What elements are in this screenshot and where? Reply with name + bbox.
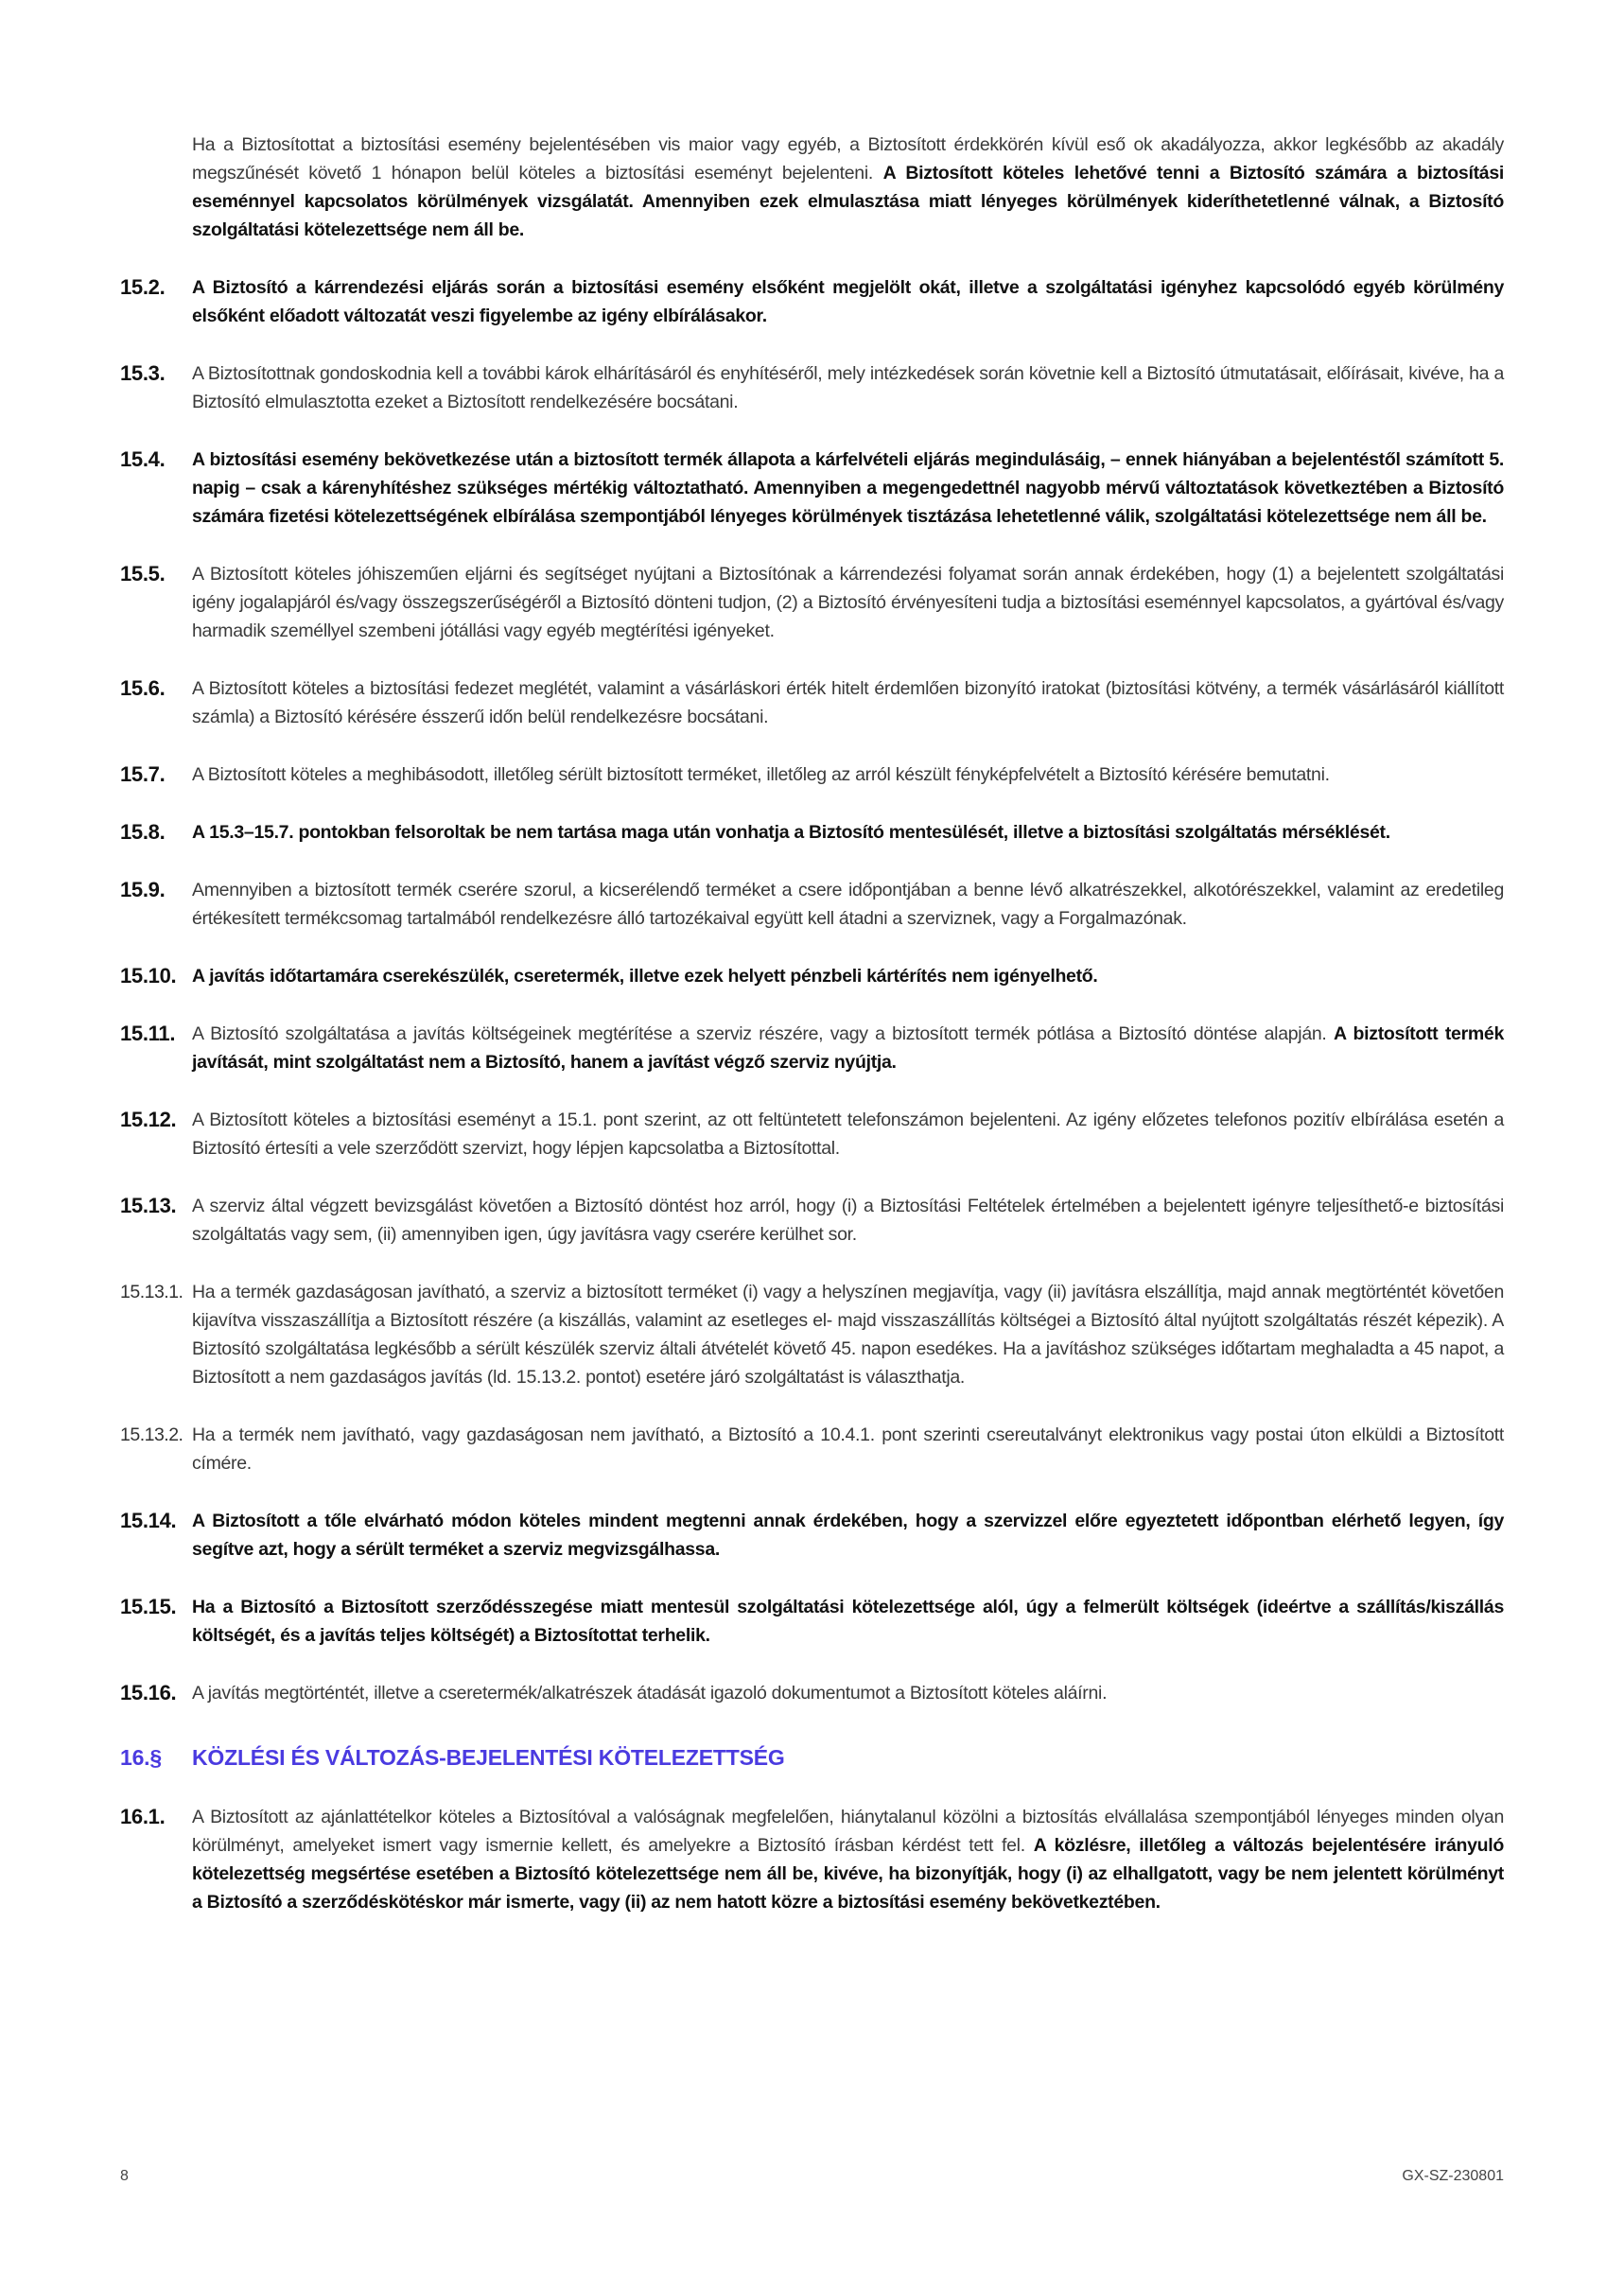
clause-text-regular: A Biztosító szolgáltatása a javítás költségeinek megtérítése a szerviz részére, vagy a biztosított termék pótlása a Biztosító döntése alapján.	[192, 1023, 1335, 1044]
intro-paragraph	[120, 131, 1504, 244]
clause-15-12	[120, 1106, 1504, 1162]
clause-number: 15.15.	[120, 1595, 177, 1618]
clause-text-regular: Ha a termék gazdaságosan javítható, a szerviz a biztosított terméket (i) vagy a helyszínen megjavítja, vagy (ii) javításra elszállítja, majd annak megtörténtét követően kijavítva visszaszállítja a Biztosított részére (a kiszállás, valamint az esetleges el- majd visszaszállítás költségei a Biztosító által nyújtott szolgáltatás részét képezik). A Biztosító szolgáltatása legkésőbb a sérült készülék szerviz általi átvételét követő 45. napon esedékes. Ha a javításhoz szükséges időtartam meghaladta a 45 napot, a Biztosított a nem gazdaságos javítás (ld. 15.13.2. pontot) esetére járó szolgáltatást is választhatja.	[192, 1282, 1504, 1388]
clause-number: 15.12.	[120, 1108, 177, 1131]
document-code: GX-SZ-230801	[1402, 2168, 1504, 2184]
clause-number: 15.14.	[120, 1509, 177, 1532]
clause-number: 16.1.	[120, 1805, 166, 1828]
intro-text-regular: Ha a Biztosítottat a biztosítási esemény bejelentésében vis maior vagy egyéb, a Biztosított érdekkörén kívül eső ok akadályozza, akkor legkésőbb az akadály megszűnését követő 1 hónapon belül köteles a biztosítási eseményt bejelenteni.	[192, 134, 1504, 184]
clause-text-regular: Amennyiben a biztosított termék cserére szorul, a kicserélendő terméket a csere időpontjában a benne lévő alkatrészekkel, alkotórészekkel, valamint az eredetileg értékesített termékcsomag tartalmából rendelkezésre álló tartozékaival együtt kell átadni a szerviznek, vagy a Forgalmazónak.	[192, 880, 1504, 929]
clause-15-6	[120, 674, 1504, 731]
clause-15-13-1	[120, 1278, 1504, 1391]
page-footer	[120, 2168, 1504, 2185]
clause-number: 15.7.	[120, 762, 166, 786]
clause-15-4	[120, 446, 1504, 531]
page-number: 8	[120, 2168, 129, 2184]
clause-text-bold: A biztosítási esemény bekövetkezése után a biztosított termék állapota a kárfelvételi eljárás megindulásáig, – ennek hiányában a bejelentéstől számított 5. napig – csak a kárenyhítéshez szükséges mértékig változtatható. Amennyiben a megengedettnél nagyobb mérvű változtatások következtében a Biztosító számára fizetési kötelezettségének elbírálása szempontjából lényeges körülmények tisztázása lehetetlenné válik, szolgáltatási kötelezettsége nem áll be.	[192, 449, 1504, 527]
clause-number: 15.10.	[120, 964, 177, 987]
clause-text-bold: A közlésre, illetőleg a változás bejelentésére irányuló kötelezettség megsértése esetében a Biztosító kötelezettsége nem áll be, kivéve, ha bizonyítják, hogy (i) az elhallgatott, vagy be nem jelentett körülményt a Biztosító a szerződéskötéskor már ismerte, vagy (ii) az nem hatott közre a biztosítási esemény bekövetkeztében.	[192, 1835, 1504, 1913]
clause-text-regular: A szerviz által végzett bevizsgálást követően a Biztosító döntést hoz arról, hogy (i) a Biztosítási Feltételek értelmében a bejelentett igényre teljesíthető-e biztosítási szolgáltatás vagy sem, (ii) amennyiben igen, úgy javításra vagy cserére kerülhet sor.	[192, 1196, 1504, 1245]
clause-number: 15.13.1.	[120, 1282, 183, 1302]
clause-number: 15.6.	[120, 676, 166, 700]
clause-15-10	[120, 962, 1504, 990]
section-number: 16.§	[120, 1745, 162, 1770]
clause-15-3	[120, 359, 1504, 416]
clause-16-1	[120, 1803, 1504, 1916]
clause-15-13-2	[120, 1421, 1504, 1477]
clause-15-7	[120, 760, 1504, 789]
clause-number: 15.13.	[120, 1194, 177, 1217]
clause-number: 15.4.	[120, 447, 166, 471]
clause-text-regular: Ha a termék nem javítható, vagy gazdaságosan nem javítható, a Biztosító a 10.4.1. pont szerinti csereutalványt elektronikus vagy postai úton elküldi a Biztosított címére.	[192, 1424, 1504, 1474]
clause-text-regular: A javítás megtörténtét, illetve a cseretermék/alkatrészek átadását igazoló dokumentumot a Biztosított köteles aláírni.	[192, 1683, 1108, 1704]
clause-15-15	[120, 1593, 1504, 1650]
clause-text-regular: A Biztosított köteles a meghibásodott, illetőleg sérült biztosított terméket, illetőleg az arról készült fényképfelvételt a Biztosító kérésére bemutatni.	[192, 764, 1330, 785]
clause-text-bold: A 15.3–15.7. pontokban felsoroltak be nem tartása maga után vonhatja a Biztosító mentesülését, illetve a biztosítási szolgáltatás mérséklését.	[192, 822, 1390, 843]
section-heading	[120, 1745, 1504, 1771]
section-title: KÖZLÉSI ÉS VÁLTOZÁS-BEJELENTÉSI KÖTELEZETTSÉG	[192, 1745, 785, 1770]
clause-text-regular: A Biztosított köteles jóhiszeműen eljárni és segítséget nyújtani a Biztosítónak a kárrendezési folyamat során annak érdekében, hogy (1) a bejelentett szolgáltatási igény jogalapjáról és/vagy összegszerűségéről a Biztosító dönteni tudjon, (2) a Biztosító érvényesíteni tudja a biztosítási eseménnyel kapcsolatos, a gyártóval és/vagy harmadik személlyel szembeni jótállási vagy egyéb megtérítési igényeket.	[192, 564, 1504, 641]
clause-text-bold: A javítás időtartamára cserekészülék, cseretermék, illetve ezek helyett pénzbeli kártérítés nem igényelhető.	[192, 966, 1098, 987]
document-page	[120, 131, 1504, 1946]
clause-15-13	[120, 1192, 1504, 1249]
clause-text-bold: A Biztosított a tőle elvárható módon köteles mindent megtenni annak érdekében, hogy a szervizzel előre egyeztetett időpontban elérhető legyen, így segítve azt, hogy a sérült terméket a szerviz megvizsgálhassa.	[192, 1511, 1504, 1560]
clause-15-5	[120, 560, 1504, 645]
clause-number: 15.8.	[120, 820, 166, 844]
clause-number: 15.9.	[120, 878, 166, 901]
clause-15-9	[120, 876, 1504, 933]
clause-text-bold: A Biztosító a kárrendezési eljárás során a biztosítási esemény elsőként megjelölt okát, illetve a szolgáltatási igényhez kapcsolódó egyéb körülmény elsőként előadott változatát veszi figyelembe az igény elbírálásakor.	[192, 277, 1504, 326]
clause-number: 15.16.	[120, 1681, 177, 1704]
clause-15-16	[120, 1679, 1504, 1707]
clause-number: 15.5.	[120, 562, 166, 585]
clause-text-regular: A Biztosított köteles a biztosítási fedezet meglétét, valamint a vásárláskori érték hitelt érdemlően bizonyító iratokat (biztosítási kötvény, a termék vásárlásáról kiállított számla) a Biztosító kérésére ésszerű időn belül rendelkezésre bocsátani.	[192, 678, 1504, 727]
intro-text-bold: A Biztosított köteles lehetővé tenni a Biztosító számára a biztosítási eseménnyel kapcsolatos körülmények vizsgálatát. Amennyiben ezek elmulasztása miatt lényeges körülmények kideríthetetlenné válnak, a Biztosító szolgáltatási kötelezettsége nem áll be.	[192, 163, 1504, 240]
clause-text-bold: Ha a Biztosító a Biztosított szerződésszegése miatt mentesül szolgáltatási kötelezettsége alól, úgy a felmerült költségek (ideértve a szállítás/kiszállás költségét, és a javítás teljes költségét) a Biztosítottat terhelik.	[192, 1597, 1504, 1646]
clause-number: 15.3.	[120, 361, 166, 385]
clause-15-8	[120, 818, 1504, 847]
clause-15-11	[120, 1020, 1504, 1076]
clause-text-regular: A Biztosított köteles a biztosítási eseményt a 15.1. pont szerint, az ott feltüntetett telefonszámon bejelenteni. Az igény előzetes telefonos pozitív elbírálása esetén a Biztosító értesíti a vele szerződött szervizt, hogy lépjen kapcsolatba a Biztosítottal.	[192, 1110, 1504, 1159]
clause-text-regular: A Biztosítottnak gondoskodnia kell a további károk elhárításáról és enyhítéséről, mely intézkedések során követnie kell a Biztosító útmutatásait, előírásait, kivéve, ha a Biztosító elmulasztotta ezeket a Biztosított rendelkezésére bocsátani.	[192, 363, 1504, 412]
clause-15-2	[120, 273, 1504, 330]
clause-text-regular: A Biztosított az ajánlattételkor köteles a Biztosítóval a valóságnak megfelelően, hiánytalanul közölni a biztosítás elvállalása szempontjából lényeges minden olyan körülményt, amelyeket ismert vagy ismernie kellett, és amelyekre a Biztosító írásban kérdést tett fel.	[192, 1807, 1504, 1856]
clause-number: 15.2.	[120, 275, 166, 299]
clause-number: 15.11.	[120, 1022, 176, 1045]
clause-number: 15.13.2.	[120, 1424, 183, 1445]
clause-15-14	[120, 1507, 1504, 1564]
clause-text-bold: A biztosított termék javítását, mint szolgáltatást nem a Biztosító, hanem a javítást végző szerviz nyújtja.	[192, 1023, 1505, 1073]
